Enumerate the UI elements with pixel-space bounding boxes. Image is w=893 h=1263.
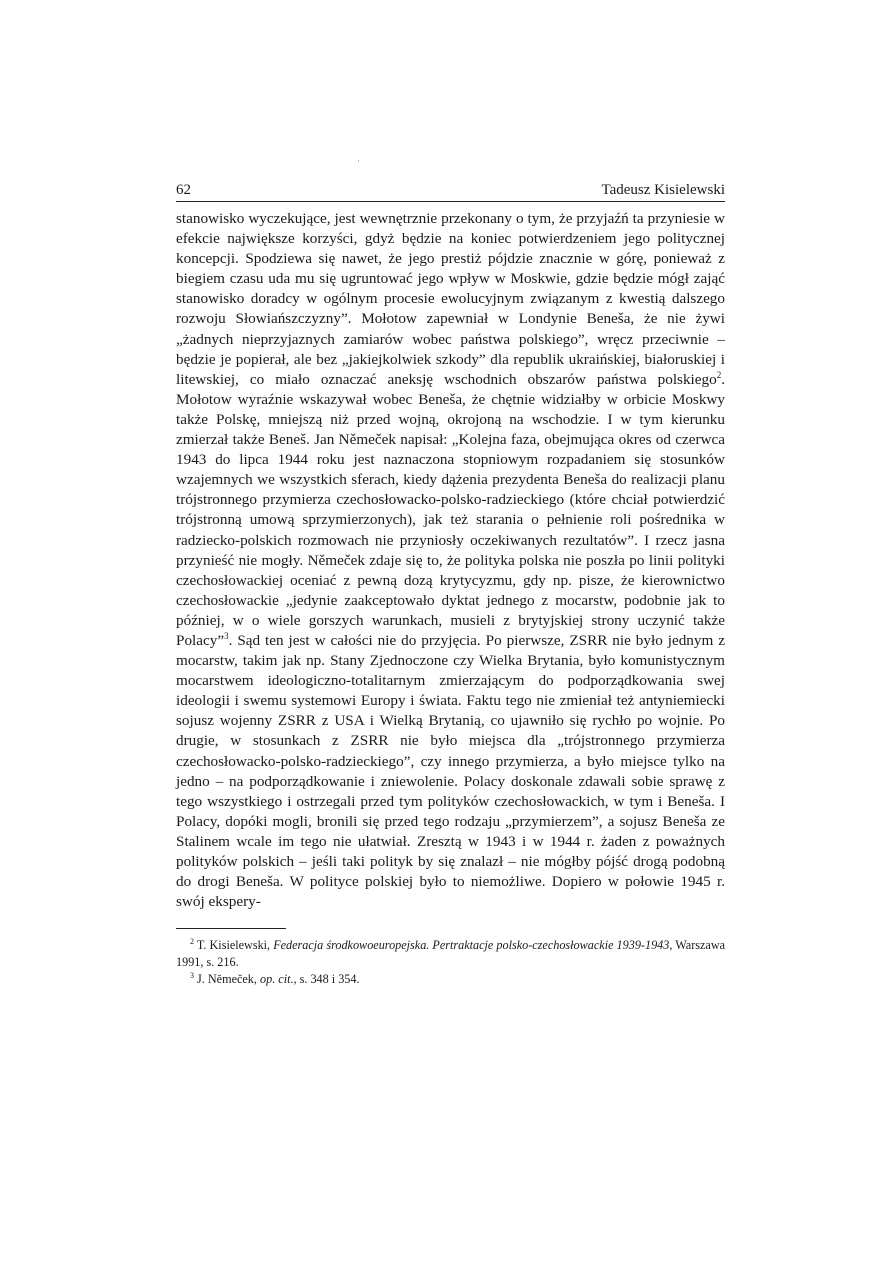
footnote-ref-3[interactable]: 3 [224,630,229,641]
footnote-author: J. Němeček, [197,972,257,987]
footnotes [176,937,725,988]
footnote-title: op. cit., [260,972,297,987]
footnote-3 [176,971,725,988]
footnote-author: T. Kisielewski, [196,938,271,953]
body-segment-3: . Sąd ten jest w całości nie do przyjęcia. Po pierwsze, ZSRR nie było jednym z mocarstw, takim jak np. Stany Zjednoczone czy Wielka Brytania, było komunistycznym mocarstwem ideologiczno-totalitarnym zmierzającym do podporządkowania swej ideologii i swemu systemowi Europy i świata. Faktu tego nie zmieniał też antyniemiecki sojusz wojenny ZSRR z USA i Wielką Brytanią, co ujawniło się rychło po wojnie. Po drugie, w stosunkach z ZSRR nie było miejsca dla „trójstronnego przymierza czechosłowacko-polsko-radzieckiego”, czy innego przymierza, a było miejsce tylko na jedno – na podporządkowanie i zniewolenie. Polacy doskonale zdawali sobie sprawę z tego wszystkiego i ostrzegali przed tym polityków czechosłowackich, w tym i Beneša. I Polacy, dopóki mogli, bronili się przed tego rodzaju „przymierzem”, a sojusz Beneša ze Stalinem wcale im tego nie ułatwiał. Zresztą w 1943 i w 1944 r. żaden z poważnych polityków polskich – jeśli taki polityk by się znalazł – nie mógłby pójść drogą podobną do drogi Beneša. W polityce polskiej było to niemożliwe. Dopiero w połowie 1945 r. swój ekspery- [176,631,725,911]
running-header [176,181,725,202]
scan-speck [358,160,359,162]
footnote-divider [176,928,286,929]
footnote-2 [176,937,725,971]
footnote-number: 2 [190,937,194,947]
footnote-publication: Warszawa 1991, s. 216. [176,938,726,970]
body-segment-2: . Mołotow wyraźnie wskazywał wobec Beneša, że chętnie widziałby w orbicie Moskwy także Polskę, mniejszą niż przed wojną, okrojoną na wschodzie. I w tym kierunku zmierzał także Beneš. Jan Němeček napisał: „Kolejna faza, obejmująca okres od czerwca 1943 do lipca 1944 roku jest naznaczona stopniowym rozpadaniem się stosunków wzajemnych we wszystkich sferach, kiedy dążenia prezydenta Beneša do realizacji planu trójstronnego przymierza czechosłowacko-polsko-radzieckiego (które chciał potwierdzić trójstronną umową sprzymierzonych), jak też starania o pełnienie roli pośrednika w radziecko-polskich rozmowach nie przyniosły oczekiwanych rezultatów”. I rzecz jasna przynieść nie mogły. Němeček zdaje się to, że polityka polska nie poszła po linii polityki czechosłowackiej oceniać z pewną dozą krytycyzmu, gdy np. pisze, że kierownictwo czechosłowackie „jedynie zaakceptowało dyktat jednego z mocarstw, podobnie jak to później, w o wiele gorszych warunkach, musieli z brytyjskiej strony uczynić także Polacy” [176,370,725,649]
footnote-pages: s. 348 i 354. [296,972,360,987]
footnote-title: Federacja środkowoeuropejska. Pertraktacje polsko-czechosłowackie 1939-1943, [273,938,673,953]
running-head-author: Tadeusz Kisielewski [601,182,725,198]
body-text [176,209,725,912]
page-number: 62 [176,182,191,198]
body-paragraph [176,209,725,912]
footnote-number: 3 [190,971,194,981]
body-segment-1: stanowisko wyczekujące, jest wewnętrznie przekonany o tym, że przyjaźń ta przyniesie w efekcie największe korzyści, gdyż będzie na koniec potwierdzeniem jego politycznej koncepcji. Spodziewa się nawet, że jego prestiż pójdzie znacznie w górę, ponieważ z biegiem czasu uda mu się ugruntować jego wpływ w Moskwie, gdzie będzie mógł zająć stanowisko doradcy w ogólnym procesie ewolucyjnym związanym z kwestią dalszego rozwoju Słowiańszczyzny”. Mołotow zapewniał w Londynie Beneša, że nie żywi „żadnych nieprzyjaznych zamiarów wobec państwa polskiego”, wręcz przeciwnie – będzie je popierał, ale bez „jakiejkolwiek szkody” dla republik ukraińskiej, białoruskiej i litewskiej, co miało oznaczać aneksję wschodnich obszarów państwa polskiego [176,210,725,388]
footnote-ref-2[interactable]: 2 [716,369,722,380]
book-page [176,181,725,988]
